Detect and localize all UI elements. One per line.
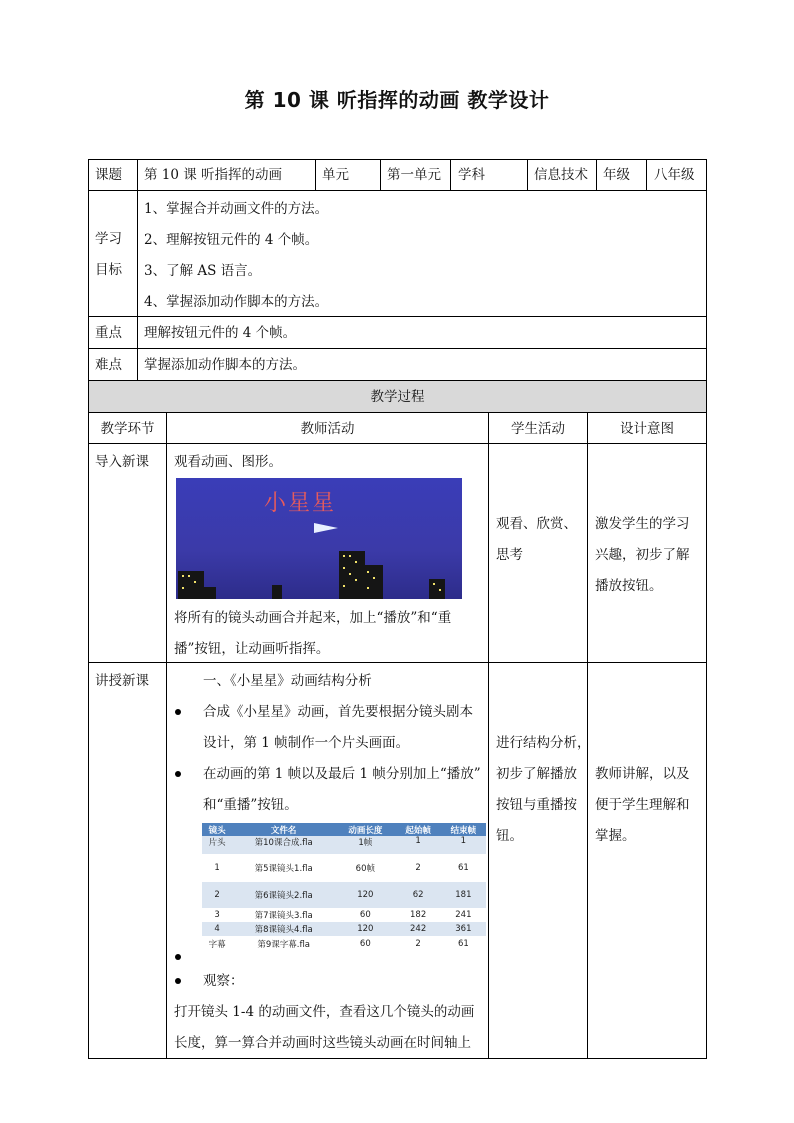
- table-cell: 字幕: [202, 936, 232, 952]
- table-cell: 第9课字幕.fla: [232, 936, 335, 952]
- table-cell: 4: [202, 922, 232, 936]
- table-cell: 61: [441, 936, 486, 952]
- table-cell: 3: [202, 908, 232, 922]
- table-cell: 62: [396, 882, 441, 908]
- design-intent: 掌握。: [595, 828, 636, 844]
- col-header-student: 学生活动: [511, 421, 565, 437]
- table-cell: 1: [441, 836, 486, 854]
- table-cell: 120: [335, 882, 395, 908]
- goal-item: 1、掌握合并动画文件的方法。: [144, 201, 329, 217]
- student-activity: 钮。: [496, 828, 523, 844]
- table-cell: 361: [441, 922, 486, 936]
- table-row: [202, 836, 486, 854]
- table-cell: 第6课镜头2.fla: [232, 882, 335, 908]
- student-activity: 进行结构分析，: [496, 735, 591, 751]
- unit-value: 第一单元: [387, 167, 441, 183]
- bullet-icon: [175, 709, 181, 715]
- design-intent: 便于学生理解和: [595, 797, 690, 813]
- topic-label: 课题: [95, 167, 122, 183]
- table-cell: 182: [396, 908, 441, 922]
- subject-label: 学科: [458, 167, 485, 183]
- teacher-text: 长度，算一算合并动画时这些镜头动画在时间轴上: [174, 1035, 471, 1051]
- key-point-value: 理解按钮元件的 4 个帧。: [144, 325, 297, 341]
- goals-label-2: 目标: [95, 262, 122, 278]
- shot-table-header: 结束帧: [441, 823, 486, 836]
- bullet-text: 和“重播”按钮。: [203, 797, 298, 813]
- shot-table-header: 起始帧: [396, 823, 441, 836]
- unit-label: 单元: [322, 167, 349, 183]
- difficulty-value: 掌握添加动作脚本的方法。: [144, 357, 306, 373]
- bullet-icon: [175, 954, 181, 960]
- bullet-text: 在动画的第 1 帧以及最后 1 帧分别加上“播放”: [203, 766, 481, 782]
- process-header: 教学过程: [370, 389, 425, 405]
- table-cell: 第5课镜头1.fla: [232, 854, 335, 882]
- subject-value: 信息技术: [534, 167, 588, 183]
- table-cell: 242: [396, 922, 441, 936]
- table-cell: 2: [396, 936, 441, 952]
- teacher-text: 播”按钮，让动画听指挥。: [174, 641, 330, 657]
- goal-item: 4、掌握添加动作脚本的方法。: [144, 294, 329, 310]
- table-cell: 181: [441, 882, 486, 908]
- table-cell: 1: [202, 854, 232, 882]
- animation-title: 小星星: [264, 491, 337, 516]
- goal-item: 2、理解按钮元件的 4 个帧。: [144, 232, 319, 248]
- table-cell: 1: [396, 836, 441, 854]
- animation-preview: [176, 478, 462, 599]
- table-cell: 60帧: [335, 854, 395, 882]
- teacher-text: 打开镜头 1-4 的动画文件，查看这几个镜头的动画: [174, 1004, 475, 1020]
- table-cell: 1帧: [335, 836, 395, 854]
- difficulty-label: 难点: [95, 357, 122, 373]
- design-intent: 兴趣，初步了解: [595, 547, 690, 563]
- bullet-icon: [175, 771, 181, 777]
- stage-new-lesson: 讲授新课: [95, 673, 149, 689]
- star-ship-icon: [314, 523, 338, 533]
- shot-table-header: 动画长度: [335, 823, 395, 836]
- table-cell: 2: [202, 882, 232, 908]
- student-activity: 按钮与重播按: [496, 797, 577, 813]
- student-activity: 观看、欣赏、: [496, 516, 577, 532]
- shot-table-header: 镜头: [202, 823, 232, 836]
- col-header-teacher: 教师活动: [300, 421, 355, 437]
- table-cell: 2: [396, 854, 441, 882]
- table-row: [202, 882, 486, 908]
- table-cell: 片头: [202, 836, 232, 854]
- design-intent: 激发学生的学习: [595, 516, 690, 532]
- stage-intro: 导入新课: [95, 454, 149, 470]
- bullet-text: 设计，第 1 帧制作一个片头画面。: [203, 735, 410, 751]
- key-point-label: 重点: [95, 325, 122, 341]
- table-cell: 60: [335, 908, 395, 922]
- table-cell: 61: [441, 854, 486, 882]
- student-activity: 初步了解播放: [496, 766, 577, 782]
- col-header-intent: 设计意图: [620, 421, 674, 437]
- goal-item: 3、了解 AS 语言。: [144, 263, 262, 279]
- grade-value: 八年级: [654, 167, 695, 183]
- bullet-text: 合成《小星星》动画，首先要根据分镜头剧本: [203, 704, 473, 720]
- student-activity: 思考: [496, 547, 523, 563]
- design-intent: 教师讲解，以及: [595, 766, 690, 782]
- observe-label: 观察：: [203, 973, 244, 989]
- table-row: [202, 936, 486, 952]
- table-row: [202, 922, 486, 936]
- col-header-stage: 教学环节: [100, 421, 155, 437]
- table-cell: 第7课镜头3.fla: [232, 908, 335, 922]
- grade-label: 年级: [603, 167, 630, 183]
- table-cell: 60: [335, 936, 395, 952]
- teacher-text: 将所有的镜头动画合并起来，加上“播放”和“重: [174, 610, 452, 626]
- topic-value: 第 10 课 听指挥的动画: [144, 167, 283, 183]
- table-cell: 241: [441, 908, 486, 922]
- shot-table: [202, 823, 486, 952]
- design-intent: 播放按钮。: [595, 578, 663, 594]
- table-cell: 120: [335, 922, 395, 936]
- section-heading: 一、《小星星》动画结构分析: [203, 673, 372, 689]
- teacher-intro: 观看动画、图形。: [174, 454, 282, 470]
- table-row: [202, 908, 486, 922]
- building: [429, 579, 445, 599]
- document-title: 第 10 课 听指挥的动画 教学设计: [244, 88, 550, 112]
- table-cell: 第8课镜头4.fla: [232, 922, 335, 936]
- shot-table-header: 文件名: [232, 823, 335, 836]
- table-cell: 第10课合成.fla: [232, 836, 335, 854]
- table-row: [202, 854, 486, 882]
- bullet-icon: [175, 978, 181, 984]
- goals-label-1: 学习: [95, 231, 122, 247]
